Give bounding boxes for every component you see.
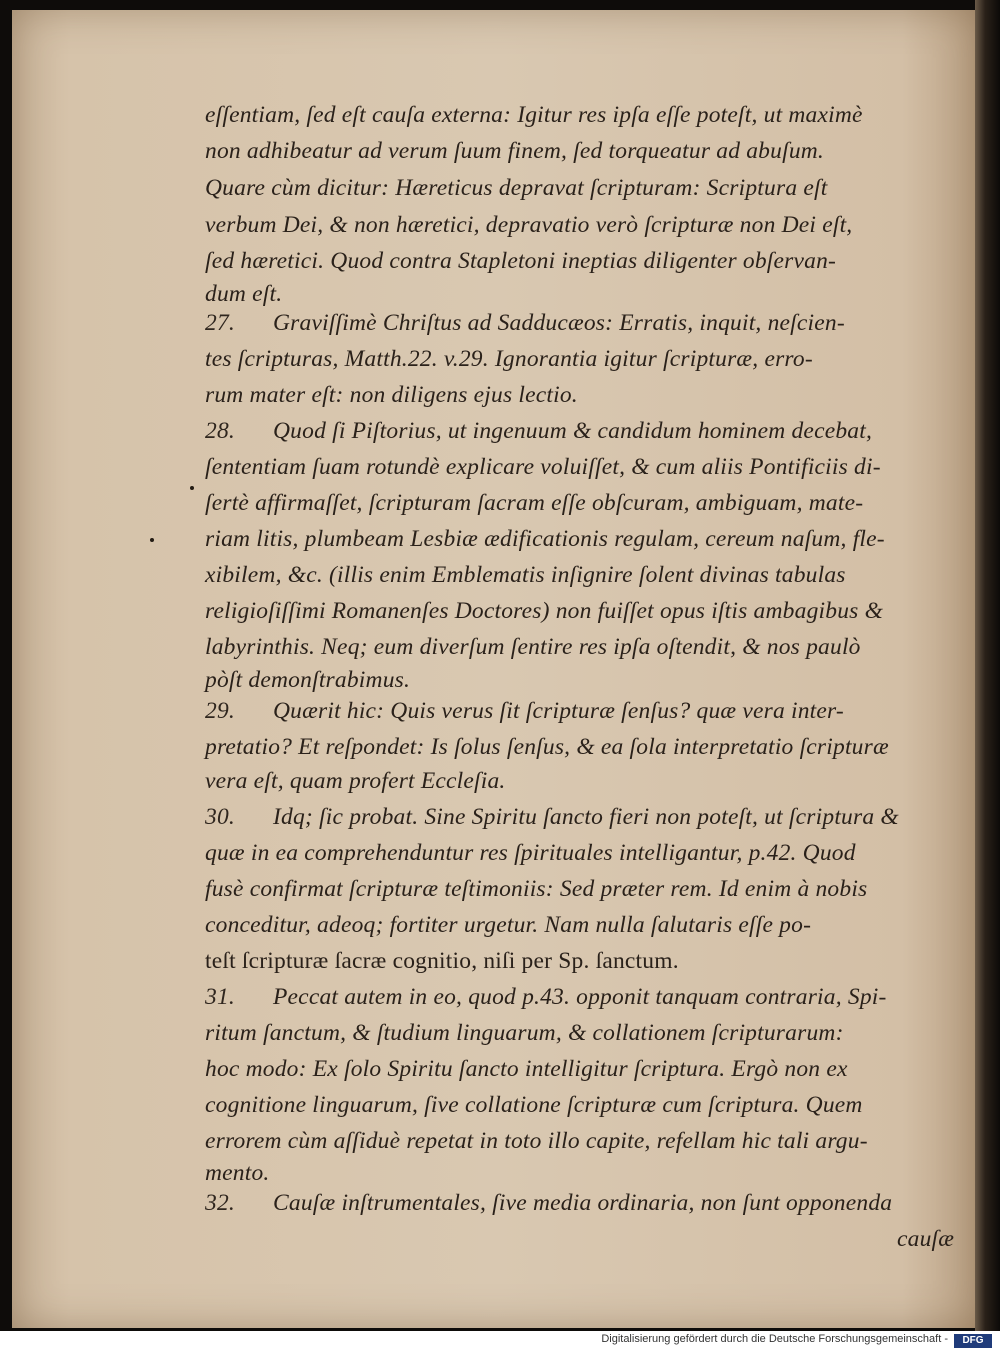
text-line: pòſt demonſtrabimus. xyxy=(205,667,411,693)
page-edge xyxy=(975,0,1000,1331)
text-line: non adhibeatur ad verum ſuum finem, ſed torqueatur ad abuſum. xyxy=(205,138,825,164)
text-line: cognitione linguarum, ſive collatione ſcripturæ cum ſcriptura. Quem xyxy=(205,1092,863,1118)
text-line: ſed hæretici. Quod contra Stapletoni ineptias diligenter obſervan- xyxy=(205,248,837,274)
footer-credit: Digitalisierung gefördert durch die Deutsche Forschungsgemeinschaft - xyxy=(601,1333,948,1345)
text-line: hoc modo: Ex ſolo Spiritu ſancto intelligitur ſcriptura. Ergò non ex xyxy=(205,1056,848,1082)
text-line: quæ in ea comprehenduntur res ſpirituales intelligantur, p.42. Quod xyxy=(205,840,856,866)
dfg-logo: DFG xyxy=(954,1334,992,1348)
text-line: dum eſt. xyxy=(205,281,283,307)
text-line: Quod ſi Piſtorius, ut ingenuum & candidum hominem decebat, xyxy=(273,418,873,444)
text-line: rum mater eſt: non diligens ejus lectio. xyxy=(205,382,578,408)
catchword: cauſæ xyxy=(897,1226,955,1252)
text-line: Quare cùm dicitur: Hæreticus depravat ſcripturam: Scriptura eſt xyxy=(205,175,828,201)
text-line: Quærit hic: Quis verus ſit ſcripturæ ſenſus? quæ vera inter- xyxy=(273,698,844,724)
paragraph-32 xyxy=(205,1190,892,1226)
text-line: ſententiam ſuam rotundè explicare voluiſſet, & cum aliis Pontificiis di- xyxy=(205,454,881,480)
paragraph-number: 29. xyxy=(205,698,235,724)
paragraph-number: 31. xyxy=(205,984,235,1010)
paragraph-number: 32. xyxy=(205,1190,235,1216)
text-line: riam litis, plumbeam Lesbiæ ædificationis regulam, cereum naſum, fle- xyxy=(205,526,885,552)
text-line: eſſentiam, ſed eſt cauſa externa: Igitur res ipſa eſſe poteſt, ut maximè xyxy=(205,102,863,128)
paragraph-30 xyxy=(205,804,899,840)
paragraph-31 xyxy=(205,984,887,1020)
paragraph-number: 28. xyxy=(205,418,235,444)
text-line: mento. xyxy=(205,1160,270,1186)
paragraph-29 xyxy=(205,698,844,734)
text-line: errorem cùm aſſiduè repetat in toto illo capite, refellam hic tali argu- xyxy=(205,1128,868,1154)
ink-speck xyxy=(150,538,154,542)
text-line: xibilem, &c. (illis enim Emblematis inſignire ſolent divinas tabulas xyxy=(205,562,846,588)
ink-speck xyxy=(190,486,194,490)
paragraph-number: 30. xyxy=(205,804,235,830)
text-line: labyrinthis. Neq; eum diverſum ſentire res ipſa oſtendit, & nos paulò xyxy=(205,634,861,660)
text-line: religioſiſſimi Romanenſes Doctores) non fuiſſet opus iſtis ambagibus & xyxy=(205,598,884,624)
text-line: teſt ſcripturæ ſacræ cognitio, niſi per Sp. ſanctum. xyxy=(205,948,679,974)
text-line: Idq; ſic probat. Sine Spiritu ſancto fieri non poteſt, ut ſcriptura & xyxy=(273,804,899,830)
paragraph-28 xyxy=(205,418,872,454)
paragraph-27 xyxy=(205,310,845,346)
text-line: verbum Dei, & non hæretici, depravatio verò ſcripturæ non Dei eſt, xyxy=(205,212,853,238)
text-line: ritum ſanctum, & ſtudium linguarum, & collationem ſcripturarum: xyxy=(205,1020,844,1046)
text-line: fusè confirmat ſcripturæ teſtimoniis: Sed præter rem. Id enim à nobis xyxy=(205,876,868,902)
text-line: vera eſt, quam profert Eccleſia. xyxy=(205,768,506,794)
paragraph-number: 27. xyxy=(205,310,235,336)
text-line: conceditur, adeoq; fortiter urgetur. Nam nulla ſalutaris eſſe po- xyxy=(205,912,812,938)
footer-bar xyxy=(0,1331,1000,1351)
text-line: Peccat autem in eo, quod p.43. opponit tanquam contraria, Spi- xyxy=(273,984,887,1010)
text-line: ſertè affirmaſſet, ſcripturam ſacram eſſe obſcuram, ambiguam, mate- xyxy=(205,490,864,516)
text-line: tes ſcripturas, Matth.22. v.29. Ignorantia igitur ſcripturæ, erro- xyxy=(205,346,813,372)
text-line: pretatio? Et reſpondet: Is ſolus ſenſus, & ea ſola interpretatio ſcripturæ xyxy=(205,734,889,760)
text-line: Cauſæ inſtrumentales, ſive media ordinaria, non ſunt opponenda xyxy=(273,1190,893,1216)
text-line: Graviſſimè Chriſtus ad Sadducæos: Erratis, inquit, neſcien- xyxy=(273,310,845,336)
